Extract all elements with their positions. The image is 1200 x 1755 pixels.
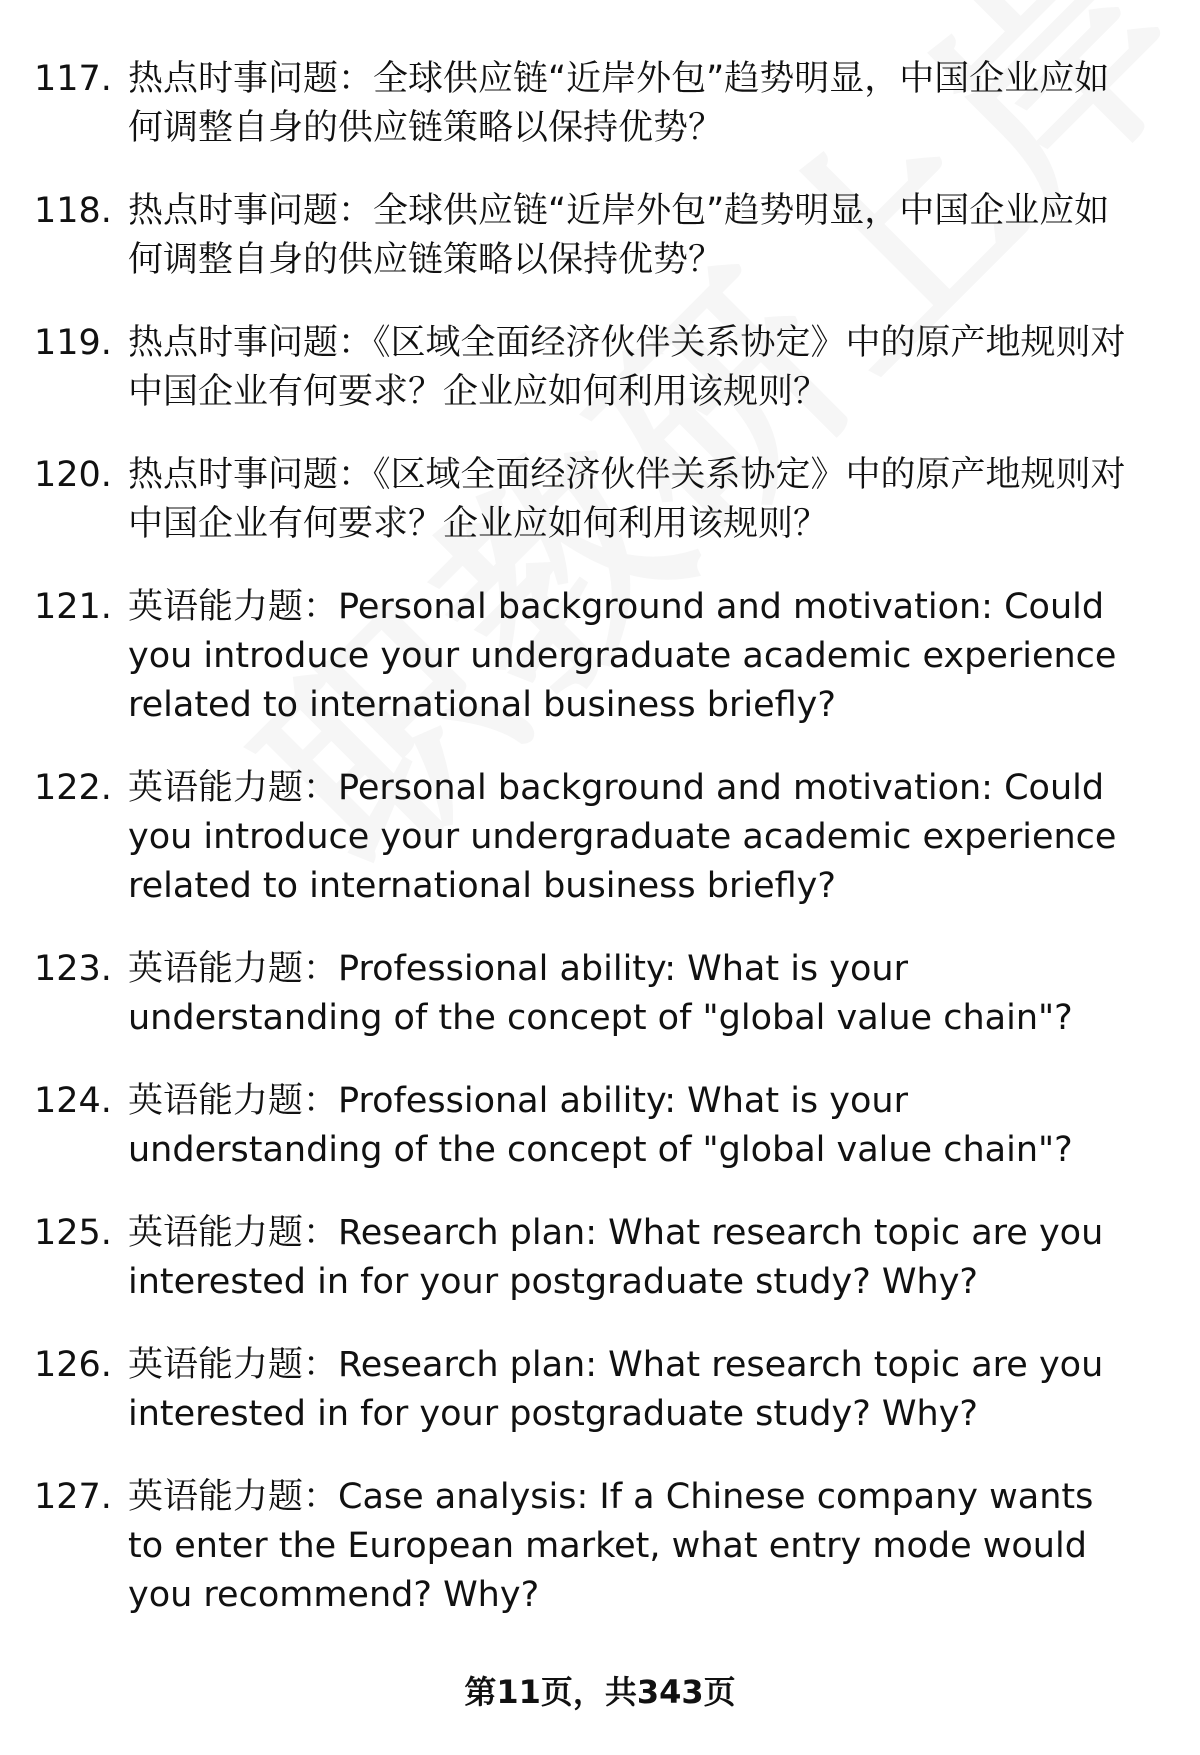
question-text: 英语能力题：Personal background and motivation: Could you introduce your undergraduate academic experience related to international business briefly? — [128, 768, 1117, 906]
question-item — [0, 1341, 1200, 1439]
question-item — [0, 1209, 1200, 1307]
question-number: 118. — [34, 191, 112, 231]
question-text: 英语能力题：Case analysis: If a Chinese company wants to enter the European market, what entry mode would you recommend? Why? — [128, 1477, 1094, 1615]
question-text: 热点时事问题：《区域全面经济伙伴关系协定》中的原产地规则对中国企业有何要求？企业应如何利用该规则？ — [128, 323, 1126, 412]
question-number: 120. — [34, 455, 112, 495]
question-number: 119. — [34, 323, 112, 363]
question-number: 126. — [34, 1345, 112, 1385]
question-item — [0, 583, 1200, 730]
question-text: 英语能力题：Research plan: What research topic are you interested in for your postgraduate study? Why? — [128, 1345, 1104, 1434]
question-text: 英语能力题：Professional ability: What is your understanding of the concept of "global value chain"? — [128, 1081, 1073, 1170]
question-text: 英语能力题：Research plan: What research topic are you interested in for your postgraduate study? Why? — [128, 1213, 1104, 1302]
question-number: 123. — [34, 949, 112, 989]
question-item — [0, 187, 1200, 285]
question-text: 热点时事问题：全球供应链“近岸外包”趋势明显，中国企业应如何调整自身的供应链策略以保持优势？ — [128, 191, 1110, 280]
question-number: 125. — [34, 1213, 112, 1253]
question-text: 热点时事问题：《区域全面经济伙伴关系协定》中的原产地规则对中国企业有何要求？企业应如何利用该规则？ — [128, 455, 1126, 544]
question-text: 英语能力题：Personal background and motivation: Could you introduce your undergraduate academic experience related to international business briefly? — [128, 587, 1117, 725]
question-number: 122. — [34, 768, 112, 808]
page-number-label: 第11页，共343页 — [464, 1673, 736, 1711]
question-item — [0, 945, 1200, 1043]
question-item — [0, 451, 1200, 549]
question-number: 124. — [34, 1081, 112, 1121]
question-text: 热点时事问题：全球供应链“近岸外包”趋势明显，中国企业应如何调整自身的供应链策略以保持优势？ — [128, 59, 1110, 148]
page-footer — [0, 1672, 1200, 1712]
question-text: 英语能力题：Professional ability: What is your understanding of the concept of "global value chain"? — [128, 949, 1073, 1038]
question-item — [0, 319, 1200, 417]
question-list — [0, 55, 1200, 1654]
question-item — [0, 1077, 1200, 1175]
question-number: 127. — [34, 1477, 112, 1517]
question-item — [0, 1473, 1200, 1620]
question-item — [0, 764, 1200, 911]
question-number: 121. — [34, 587, 112, 627]
question-item — [0, 55, 1200, 153]
question-number: 117. — [34, 59, 112, 99]
